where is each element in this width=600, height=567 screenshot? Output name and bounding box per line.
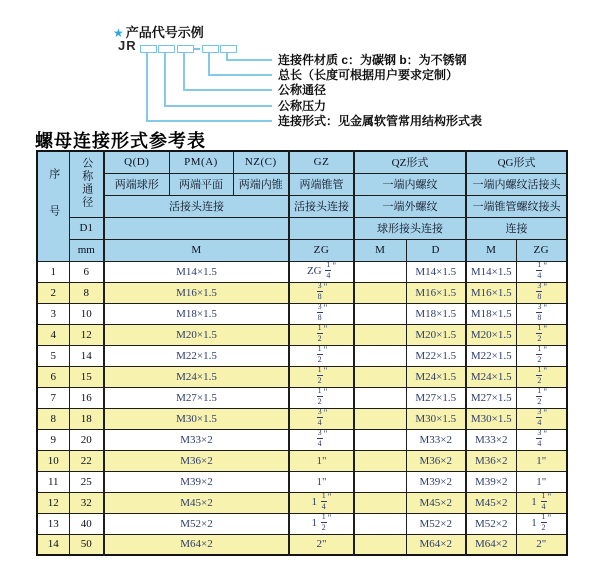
q-desc: 两端球形: [104, 173, 169, 195]
header-row-units: [37, 239, 567, 261]
qg-m-cell: M39×2: [466, 471, 516, 492]
qpn-conn: 活接头连接: [104, 195, 289, 217]
col-qg: QG形式: [466, 151, 567, 173]
code-box-1: [140, 45, 157, 53]
dn-cell: 18: [69, 408, 104, 429]
table-row: [37, 492, 567, 513]
seq-cell: 13: [37, 513, 69, 534]
table-row: [37, 471, 567, 492]
table-row: [37, 303, 567, 324]
table-row: [37, 513, 567, 534]
code-label-length: 总长（长度可根据用户要求定制）: [278, 68, 459, 82]
qg-zg-cell: 1": [516, 471, 567, 492]
connector-line: [146, 52, 148, 122]
connector-line: [146, 120, 272, 122]
qg-m-cell: M30×1.5: [466, 408, 516, 429]
gz-cell: $\frac{3}{4}$ ": [289, 429, 354, 450]
qz-d-cell: M27×1.5: [406, 387, 466, 408]
empty-cell: [289, 217, 354, 239]
dn-cell: 8: [69, 282, 104, 303]
m-cell: M52×2: [104, 513, 289, 534]
m-cell: M24×1.5: [104, 366, 289, 387]
dn-cell: 22: [69, 450, 104, 471]
table-row: [37, 450, 567, 471]
connector-line: [183, 89, 272, 91]
qg-zg-cell: 1 $\frac{1}{2}$ ": [516, 513, 567, 534]
gz-cell: $\frac{1}{2}$ ": [289, 324, 354, 345]
seq-cell: 1: [37, 261, 69, 282]
dn-cell: 20: [69, 429, 104, 450]
header-row-codes: [37, 151, 567, 173]
seq-cell: 4: [37, 324, 69, 345]
m-cell: M33×2: [104, 429, 289, 450]
qz-desc2: 一端外螺纹: [354, 195, 466, 217]
code-label-pressure: 公称压力: [278, 99, 327, 113]
qz-m-cell: [354, 387, 406, 408]
code-dash: [193, 48, 200, 50]
dn-cell: 50: [69, 534, 104, 555]
gz-cell: 1": [289, 471, 354, 492]
header-row-d1: [37, 217, 567, 239]
dn-cell: 15: [69, 366, 104, 387]
qg-zg-cell: $\frac{1}{2}$ ": [516, 387, 567, 408]
col-q: Q(D): [104, 151, 169, 173]
reference-table: [36, 150, 568, 556]
gz-cell: 1": [289, 450, 354, 471]
m-cell: M18×1.5: [104, 303, 289, 324]
diagram-heading-text: 产品代号示例: [125, 25, 204, 40]
gz-unit: ZG: [289, 239, 354, 261]
dn-cell: 32: [69, 492, 104, 513]
qg-m-cell: M22×1.5: [466, 345, 516, 366]
qz-d-cell: M39×2: [406, 471, 466, 492]
table-row: [37, 534, 567, 555]
qz-d-cell: M30×1.5: [406, 408, 466, 429]
qg-unit-m: M: [466, 239, 516, 261]
gz-cell: $\frac{3}{8}$ ": [289, 303, 354, 324]
col-gz: GZ: [289, 151, 354, 173]
gz-cell: ZG $\frac{1}{4}$ ": [289, 261, 354, 282]
connector-line: [226, 59, 272, 61]
seq-cell: 2: [37, 282, 69, 303]
col-pm: PM(A): [169, 151, 233, 173]
qz-d-cell: M24×1.5: [406, 366, 466, 387]
m-cell: M27×1.5: [104, 387, 289, 408]
seq-cell: 12: [37, 492, 69, 513]
qz-m-cell: [354, 492, 406, 513]
dn-cell: 14: [69, 345, 104, 366]
seq-header: 序号: [37, 151, 69, 261]
connector-line: [164, 105, 272, 107]
qz-d-cell: M16×1.5: [406, 282, 466, 303]
qg-zg-cell: $\frac{3}{4}$ ": [516, 408, 567, 429]
qg-unit-zg: ZG: [516, 239, 567, 261]
gz-cell: $\frac{1}{2}$ ": [289, 366, 354, 387]
qg-zg-cell: $\frac{1}{2}$ ": [516, 324, 567, 345]
table-header: [37, 151, 567, 261]
code-box-3: [177, 45, 194, 53]
m-cell: M20×1.5: [104, 324, 289, 345]
qz-m-cell: [354, 303, 406, 324]
qg-zg-cell: $\frac{1}{4}$ ": [516, 261, 567, 282]
qz-d-cell: M36×2: [406, 450, 466, 471]
table-row: [37, 366, 567, 387]
connector-line: [208, 74, 272, 76]
qg-desc2: 一端锥管螺纹接头: [466, 195, 567, 217]
d1-header: D1: [69, 217, 104, 239]
qg-m-cell: M16×1.5: [466, 282, 516, 303]
qg-zg-cell: $\frac{1}{2}$ ": [516, 366, 567, 387]
qz-d-cell: M52×2: [406, 513, 466, 534]
reference-table-wrap: [36, 150, 568, 556]
pm-desc: 两端平面: [169, 173, 233, 195]
table-row: [37, 324, 567, 345]
star-icon: ★: [113, 26, 124, 40]
table-row: [37, 261, 567, 282]
seq-cell: 6: [37, 366, 69, 387]
gz-cell: $\frac{3}{8}$ ": [289, 282, 354, 303]
gz-cell: $\frac{1}{2}$ ": [289, 345, 354, 366]
qz-m-cell: [354, 282, 406, 303]
qz-m-cell: [354, 513, 406, 534]
header-row-conn: [37, 195, 567, 217]
seq-cell: 9: [37, 429, 69, 450]
qg-zg-cell: 1 $\frac{1}{4}$ ": [516, 492, 567, 513]
qg-m-cell: M33×2: [466, 429, 516, 450]
table-row: [37, 282, 567, 303]
empty-cell: [104, 217, 289, 239]
table-title: 螺母连接形式参考表: [35, 131, 206, 151]
qz-m-cell: [354, 450, 406, 471]
m-cell: M14×1.5: [104, 261, 289, 282]
qz-d-cell: M64×2: [406, 534, 466, 555]
qpn-unit: M: [104, 239, 289, 261]
qg-zg-cell: 1": [516, 450, 567, 471]
qz-d-cell: M18×1.5: [406, 303, 466, 324]
gz-cell: 1 $\frac{1}{4}$ ": [289, 492, 354, 513]
mm-header: mm: [69, 239, 104, 261]
gz-desc: 两端锥管: [289, 173, 354, 195]
seq-cell: 5: [37, 345, 69, 366]
qz-m-cell: [354, 261, 406, 282]
header-row-desc: [37, 173, 567, 195]
dn-header: 公称通径: [69, 151, 104, 217]
seq-cell: 14: [37, 534, 69, 555]
m-cell: M39×2: [104, 471, 289, 492]
code-label-material: 连接件材质 c：为碳钢 b：为不锈钢: [278, 53, 467, 67]
table-row: [37, 429, 567, 450]
qz-d-cell: M22×1.5: [406, 345, 466, 366]
qg-m-cell: M18×1.5: [466, 303, 516, 324]
dn-cell: 6: [69, 261, 104, 282]
table-body: [37, 261, 567, 555]
qz-m-cell: [354, 324, 406, 345]
code-box-5: [220, 45, 237, 53]
qz-unit-d: D: [406, 239, 466, 261]
qg-zg-cell: $\frac{3}{8}$ ": [516, 282, 567, 303]
connector-line: [164, 52, 166, 107]
gz-cell: $\frac{1}{2}$ ": [289, 387, 354, 408]
qz-m-cell: [354, 408, 406, 429]
qg-m-cell: M45×2: [466, 492, 516, 513]
qg-zg-cell: 2": [516, 534, 567, 555]
qz-d-cell: M33×2: [406, 429, 466, 450]
nz-desc: 两端内锥: [233, 173, 289, 195]
product-code-prefix: JR: [118, 38, 137, 53]
qz-m-cell: [354, 534, 406, 555]
seq-cell: 11: [37, 471, 69, 492]
code-box-2: [158, 45, 175, 53]
dn-cell: 12: [69, 324, 104, 345]
gz-conn: 活接头连接: [289, 195, 354, 217]
m-cell: M64×2: [104, 534, 289, 555]
dn-cell: 40: [69, 513, 104, 534]
qz-d-cell: M20×1.5: [406, 324, 466, 345]
m-cell: M30×1.5: [104, 408, 289, 429]
qz-m-cell: [354, 366, 406, 387]
seq-cell: 8: [37, 408, 69, 429]
gz-cell: $\frac{3}{4}$ ": [289, 408, 354, 429]
m-cell: M36×2: [104, 450, 289, 471]
qg-m-cell: M24×1.5: [466, 366, 516, 387]
seq-cell: 7: [37, 387, 69, 408]
table-row: [37, 387, 567, 408]
dn-cell: 25: [69, 471, 104, 492]
qg-m-cell: M20×1.5: [466, 324, 516, 345]
code-label-connection: 连接形式：见金属软管常用结构形式表: [278, 114, 483, 128]
qg-m-cell: M64×2: [466, 534, 516, 555]
code-label-diameter: 公称通径: [278, 83, 327, 97]
dn-cell: 10: [69, 303, 104, 324]
connector-line: [208, 52, 210, 76]
qg-m-cell: M27×1.5: [466, 387, 516, 408]
qz-d-cell: M14×1.5: [406, 261, 466, 282]
qg-desc1: 一端内螺纹活接头: [466, 173, 567, 195]
col-qz: QZ形式: [354, 151, 466, 173]
qz-unit-m: M: [354, 239, 406, 261]
seq-cell: 10: [37, 450, 69, 471]
qg-m-cell: M36×2: [466, 450, 516, 471]
m-cell: M22×1.5: [104, 345, 289, 366]
qg-m-cell: M14×1.5: [466, 261, 516, 282]
qz-m-cell: [354, 471, 406, 492]
seq-cell: 3: [37, 303, 69, 324]
qz-desc3: 球形接头连接: [354, 217, 466, 239]
qg-m-cell: M52×2: [466, 513, 516, 534]
qz-m-cell: [354, 429, 406, 450]
qz-m-cell: [354, 345, 406, 366]
m-cell: M16×1.5: [104, 282, 289, 303]
dn-cell: 16: [69, 387, 104, 408]
qz-desc1: 一端内螺纹: [354, 173, 466, 195]
connector-line: [183, 52, 185, 91]
qg-zg-cell: $\frac{1}{2}$ ": [516, 345, 567, 366]
qg-zg-cell: $\frac{3}{4}$ ": [516, 429, 567, 450]
table-row: [37, 408, 567, 429]
m-cell: M45×2: [104, 492, 289, 513]
qz-d-cell: M45×2: [406, 492, 466, 513]
col-nz: NZ(C): [233, 151, 289, 173]
gz-cell: 1 $\frac{1}{2}$ ": [289, 513, 354, 534]
qg-zg-cell: $\frac{3}{8}$ ": [516, 303, 567, 324]
table-row: [37, 345, 567, 366]
gz-cell: 2": [289, 534, 354, 555]
code-box-4: [202, 45, 219, 53]
qg-desc3: 连接: [466, 217, 567, 239]
